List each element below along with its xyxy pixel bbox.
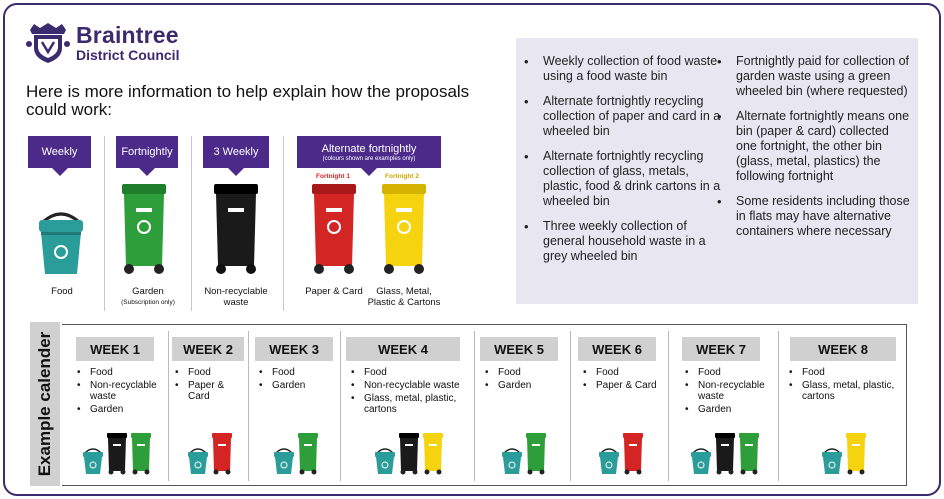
- council-subtitle: District Council: [76, 47, 180, 63]
- caption-paper: Paper & Card: [305, 286, 363, 297]
- week-divider: [668, 331, 669, 481]
- week-title: WEEK 4: [346, 337, 460, 361]
- week-divider: [570, 331, 571, 481]
- general-bin-icon: [715, 433, 735, 475]
- paper-bin-icon: [212, 433, 232, 475]
- week-items: [188, 367, 244, 404]
- week-item: • Paper & Card: [188, 380, 244, 402]
- caption-garden: Garden (Subscription only): [121, 286, 175, 306]
- week-divider: [248, 331, 249, 481]
- week-item: • Food: [698, 367, 774, 378]
- week-title: WEEK 6: [578, 337, 656, 361]
- week-bins: [598, 433, 644, 475]
- week-column: [668, 325, 778, 485]
- paper-bin-icon: [623, 433, 643, 475]
- food-caddy-icon: [37, 212, 85, 278]
- paper-bin-icon: [310, 182, 358, 274]
- week-item: • Paper & Card: [596, 380, 664, 391]
- food-bin-icon: [375, 449, 395, 474]
- garden-bin-icon: [298, 433, 318, 475]
- example-calendar: [62, 324, 907, 486]
- week-divider: [778, 331, 779, 481]
- week-item: • Food: [272, 367, 336, 378]
- info-item: • Fortnightly paid for collection of garden waste using a green wheeled bin (where requested): [736, 54, 912, 99]
- week-item: • Non-recyclable waste: [90, 380, 164, 402]
- food-bin-icon: [599, 449, 619, 474]
- general-bin-icon: [107, 433, 127, 475]
- info-list-left: [543, 54, 721, 274]
- week-item: • Garden: [90, 404, 164, 415]
- info-item: • Alternate fortnightly recycling collection of glass, metals, plastic, food & drink cartons in a wheeled bin: [543, 149, 721, 209]
- week-divider: [168, 331, 169, 481]
- info-item: • Weekly collection of food waste using a food waste bin: [543, 54, 721, 84]
- week-items: [698, 367, 774, 417]
- week-title: WEEK 3: [255, 337, 333, 361]
- info-panel: [516, 38, 918, 304]
- garden-bin-icon: [131, 433, 151, 475]
- week-items: [802, 367, 902, 404]
- council-name: Braintree: [76, 22, 179, 48]
- intro-text: Here is more information to help explain how the proposals could work:: [26, 82, 470, 119]
- food-bin-icon: [274, 449, 294, 474]
- week-bins: [821, 433, 867, 475]
- week-item: • Food: [90, 367, 164, 378]
- week-column: [340, 325, 474, 485]
- week-title: WEEK 8: [790, 337, 896, 361]
- week-item: • Food: [498, 367, 566, 378]
- week-items: [498, 367, 566, 393]
- week-item: • Glass, metal, plastic, cartons: [364, 393, 470, 415]
- week-item: • Garden: [698, 404, 774, 415]
- week-bins: [374, 433, 444, 475]
- caption-food: Food: [51, 286, 73, 297]
- week-column: [248, 325, 340, 485]
- food-bin-icon: [83, 449, 103, 474]
- week-item: • Non-recyclable waste: [698, 380, 774, 402]
- badge-weekly: Weekly: [28, 136, 91, 168]
- week-bins: [273, 433, 319, 475]
- calendar-label: Example calender: [30, 322, 60, 486]
- week-bins: [501, 433, 547, 475]
- week-title: WEEK 2: [172, 337, 244, 361]
- week-title: WEEK 7: [682, 337, 760, 361]
- info-item: • Three weekly collection of general household waste in a grey wheeled bin: [543, 219, 721, 264]
- info-item: • Alternate fortnightly recycling collection of paper and card in a wheeled bin: [543, 94, 721, 139]
- week-column: [570, 325, 668, 485]
- food-bin-icon: [188, 449, 208, 474]
- glass-bin-icon: [380, 182, 428, 274]
- week-column: [474, 325, 570, 485]
- garden-bin-icon: [120, 182, 168, 274]
- council-logo: [26, 22, 179, 64]
- week-items: [272, 367, 336, 393]
- week-item: • Food: [188, 367, 244, 378]
- info-list-right: [736, 54, 912, 249]
- glass-bin-icon: [846, 433, 866, 475]
- week-title: WEEK 1: [76, 337, 154, 361]
- week-column: [778, 325, 906, 485]
- caption-non-recyclable: Non-recyclable waste: [204, 286, 268, 308]
- garden-bin-icon: [739, 433, 759, 475]
- week-items: [596, 367, 664, 393]
- glass-bin-icon: [423, 433, 443, 475]
- week-items: [364, 367, 470, 417]
- info-item: • Some residents including those in flats may have alternative containers where necessary: [736, 194, 912, 239]
- divider: [104, 136, 105, 311]
- week-column: [168, 325, 248, 485]
- food-bin-icon: [822, 449, 842, 474]
- week-item: • Food: [802, 367, 902, 378]
- general-bin-icon: [399, 433, 419, 475]
- crest-icon: [26, 22, 70, 64]
- week-bins: [690, 433, 760, 475]
- badge-fortnightly: Fortnightly: [116, 136, 178, 168]
- week-divider: [474, 331, 475, 481]
- garden-bin-icon: [526, 433, 546, 475]
- caption-glass: Glass, Metal, Plastic & Cartons: [367, 286, 441, 308]
- week-item: • Garden: [272, 380, 336, 391]
- week-item: • Non-recyclable waste: [364, 380, 470, 391]
- week-item: • Glass, metal, plastic, cartons: [802, 380, 902, 402]
- food-bin-icon: [502, 449, 522, 474]
- info-item: • Alternate fortnightly means one bin (paper & card) collected one fortnight, the other bin (glass, metal, plastics) the following fortnight: [736, 109, 912, 184]
- week-bins: [187, 433, 233, 475]
- tag-fortnight-1: Fortnight 1: [316, 173, 350, 180]
- week-divider: [340, 331, 341, 481]
- week-column: [62, 325, 168, 485]
- divider: [191, 136, 192, 311]
- badge-3-weekly: 3 Weekly: [203, 136, 269, 168]
- week-bins: [82, 433, 152, 475]
- divider: [283, 136, 284, 311]
- tag-fortnight-2: Fortnight 2: [385, 173, 419, 180]
- week-items: [90, 367, 164, 417]
- week-item: • Garden: [498, 380, 566, 391]
- food-bin-icon: [691, 449, 711, 474]
- week-item: • Food: [596, 367, 664, 378]
- badge-alternate-fortnightly: Alternate fortnightly (colours shown are examples only): [297, 136, 441, 168]
- general-waste-bin-icon: [212, 182, 260, 274]
- week-title: WEEK 5: [480, 337, 558, 361]
- week-item: • Food: [364, 367, 470, 378]
